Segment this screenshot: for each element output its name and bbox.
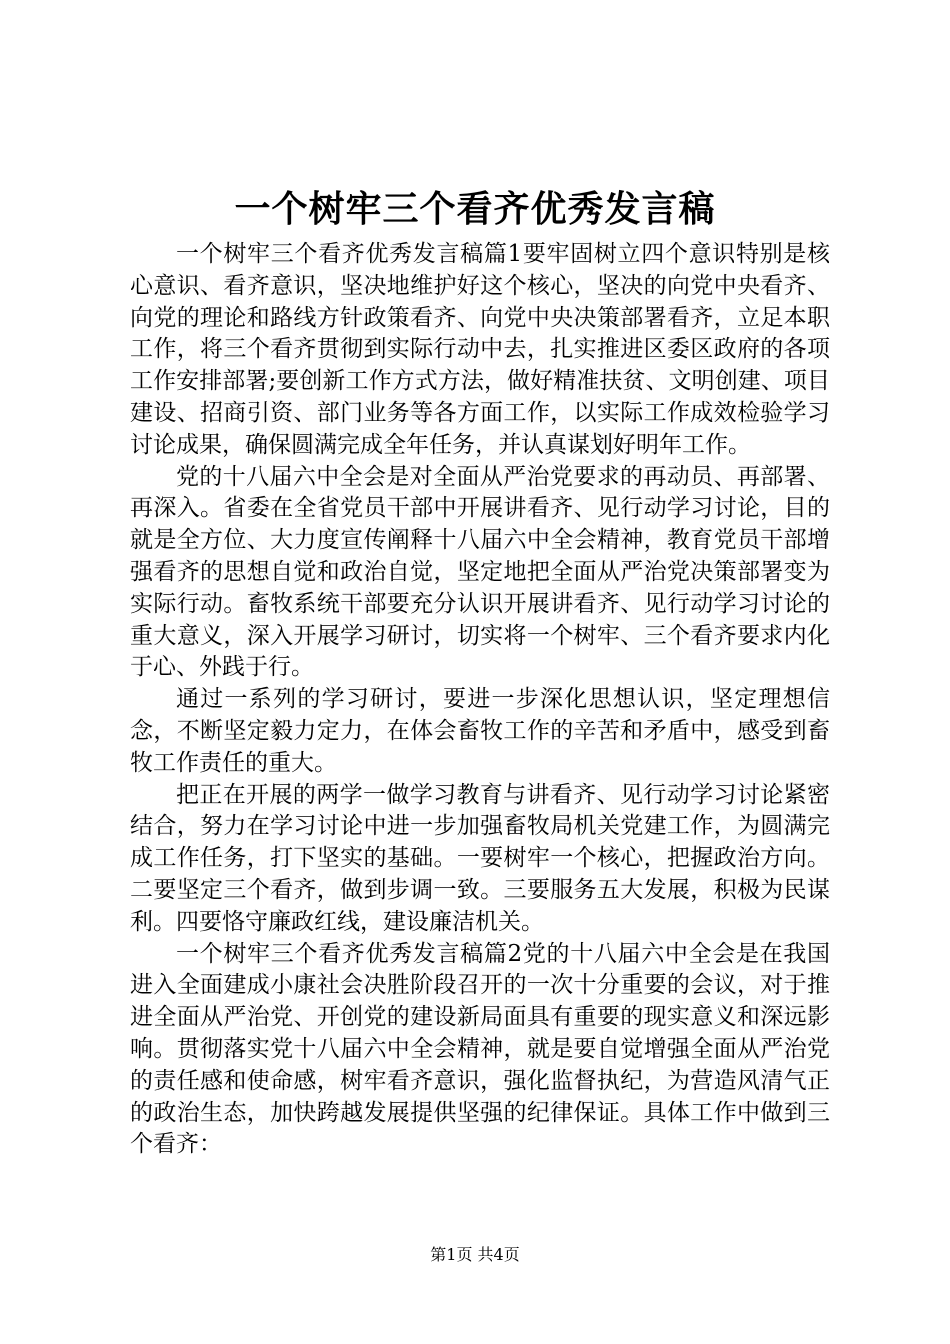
document-title: 一个树牢三个看齐优秀发言稿 bbox=[234, 188, 716, 230]
page-footer: 第1页 共4页 bbox=[430, 1245, 520, 1264]
paragraph-5: 一个树牢三个看齐优秀发言稿篇2党的十八届六中全会是在我国进入全面建成小康社会决胜阶段召开的一次十分重要的会议，对于推进全面从严治党、开创党的建设新局面具有重要的现实意义和深远影响。贯彻落实党十八届六中全会精神，就是要自觉增强全面从严治党的责任感和使命感，树牢看齐意识，强化监督执纪，为营造风清气正的政治生态，加快跨越发展提供坚强的纪律保证。具体工作中做到三个看齐： bbox=[130, 940, 830, 1158]
paragraph-2: 党的十八届六中全会是对全面从严治党要求的再动员、再部署、再深入。省委在全省党员干部中开展讲看齐、见行动学习讨论，目的就是全方位、大力度宣传阐释十八届六中全会精神，教育党员干部增强看齐的思想自觉和政治自觉，坚定地把全面从严治党决策部署变为实际行动。畜牧系统干部要充分认识开展讲看齐、见行动学习讨论的重大意义，深入开展学习研讨，切实将一个树牢、三个看齐要求内化于心、外践于行。 bbox=[130, 463, 830, 681]
paragraph-3: 通过一系列的学习研讨，要进一步深化思想认识，坚定理想信念，不断坚定毅力定力，在体会畜牧工作的辛苦和矛盾中，感受到畜牧工作责任的重大。 bbox=[130, 686, 830, 776]
paragraph-4: 把正在开展的两学一做学习教育与讲看齐、见行动学习讨论紧密结合，努力在学习讨论中进一步加强畜牧局机关党建工作，为圆满完成工作任务，打下坚实的基础。一要树牢一个核心，把握政治方向。二要坚定三个看齐，做到步调一致。三要服务五大发展，积极为民谋利。四要恪守廉政红线，建设廉洁机关。 bbox=[130, 781, 830, 935]
paragraph-1: 一个树牢三个看齐优秀发言稿篇1要牢固树立四个意识特别是核心意识、看齐意识，坚决地维护好这个核心，坚决的向党中央看齐、向党的理论和路线方针政策看齐、向党中央决策部署看齐，立足本职工作，将三个看齐贯彻到实际行动中去，扎实推进区委区政府的各项工作安排部署;要创新工作方式方法，做好精准扶贫、文明创建、项目建设、招商引资、部门业务等各方面工作，以实际工作成效检验学习讨论成果，确保圆满完成全年任务，并认真谋划好明年工作。 bbox=[130, 241, 830, 458]
document-body bbox=[130, 239, 830, 1161]
